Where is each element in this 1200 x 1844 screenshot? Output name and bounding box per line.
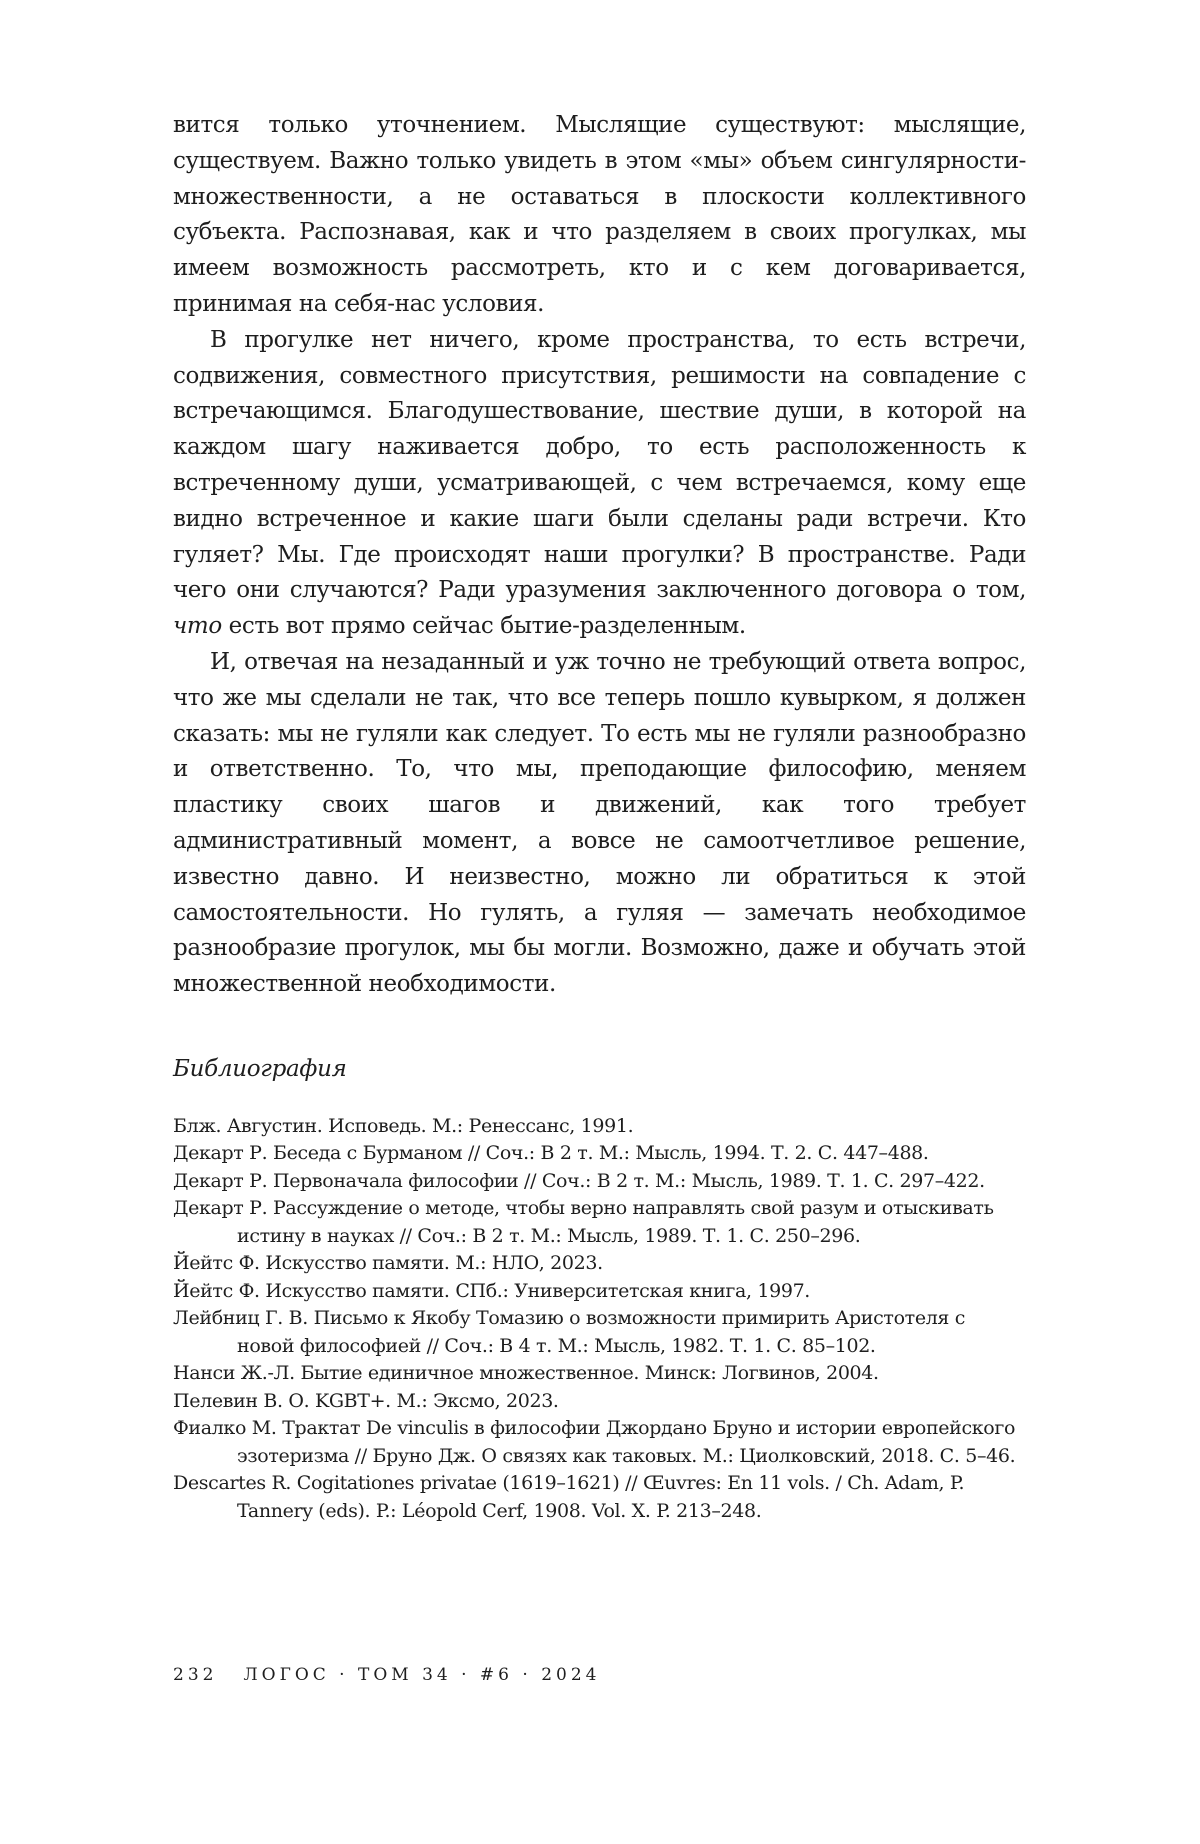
- page-content: [173, 108, 1026, 1541]
- bibliography-entry: Пелевин В. О. KGBT+. М.: Эксмо, 2023.: [173, 1389, 559, 1412]
- page-number: 232: [173, 1665, 218, 1685]
- bibliography-entry: Йейтс Ф. Искусство памяти. СПб.: Университетская книга, 1997.: [173, 1279, 810, 1302]
- bibliography-entry: Лейбниц Г. В. Письмо к Якобу Томазию о возможности примирить Аристотеля с новой философией // Соч.: В 4 т. М.: Мысль, 1982. Т. 1. С. 85–102.: [173, 1307, 966, 1357]
- bibliography-entry: Фиалко М. Трактат De vinculis в философии Джордано Бруно и истории европейского эзотеризма // Бруно Дж. О связях как таковых. М.: Циолковский, 2018. С. 5–46.: [173, 1417, 1016, 1467]
- paragraph-3: И, отвечая на незаданный и уж точно не требующий ответа вопрос, что же мы сделали не так, что все теперь пошло кувырком, я должен сказать: мы не гуляли как следует. То есть мы не гуляли разнообразно и ответственно. То, что мы, преподающие философию, меняем пластику своих шагов и движений, как того требует административный момент, а вовсе не самоотчетливое решение, известно давно. И неизвестно, можно ли обратиться к этой самостоятельности. Но гулять, а гуляя — замечать необходимое разнообразие прогулок, мы бы могли. Возможно, даже и обучать этой множественной необходимости.: [173, 648, 1026, 998]
- bibliography-entry: Декарт Р. Рассуждение о методе, чтобы верно направлять свой разум и отыскивать истину в науках // Соч.: В 2 т. М.: Мысль, 1989. Т. 1. С. 250–296.: [173, 1197, 994, 1247]
- bibliography-entry: Блж. Августин. Исповедь. М.: Ренессанс, 1991.: [173, 1114, 634, 1137]
- bibliography-entry: Декарт Р. Беседа с Бурманом // Соч.: В 2 т. М.: Мысль, 1994. Т. 2. С. 447–488.: [173, 1142, 929, 1165]
- bibliography-entry: Нанси Ж.-Л. Бытие единичное множественное. Минск: Логвинов, 2004.: [173, 1362, 879, 1385]
- paragraph-1: вится только уточнением. Мыслящие существуют: мыслящие, существуем. Важно только увидеть в этом «мы» объем сингулярности-множественности, а не оставаться в плоскости коллективного субъекта. Распознавая, как и что разделяем в своих прогулках, мы имеем возможность рассмотреть, кто и с кем договаривается, принимая на себя-нас условия.: [173, 112, 1026, 317]
- paragraph-2: [173, 323, 1026, 645]
- bibliography-list: [173, 1113, 1026, 1526]
- bibliography-heading: Библиография: [173, 1055, 347, 1082]
- bibliography-entry: Descartes R. Cogitationes privatae (1619–1621) // Œuvres: En 11 vols. / Ch. Adam, P. Tannery (eds). P.: Léopold Cerf, 1908. Vol. X. P. 213–248.: [173, 1472, 965, 1522]
- body-text: [173, 108, 1026, 1003]
- bibliography-entry: Йейтс Ф. Искусство памяти. М.: НЛО, 2023.: [173, 1252, 603, 1275]
- paragraph-2-emphasis: что: [173, 613, 222, 640]
- paragraph-2-text-before: В прогулке нет ничего, кроме пространства, то есть встречи, содвижения, совместного присутствия, решимости на совпадение с встречающимся. Благодушествование, шествие души, в которой на каждом шагу наживается добро, то есть расположенность к встреченному души, усматривающей, с чем встречаемся, кому еще видно встреченное и какие шаги были сделаны ради встречи. Кто гуляет? Мы. Где происходят наши прогулки? В пространстве. Ради чего они случаются? Ради уразумения заключенного договора о том,: [173, 326, 1026, 604]
- paragraph-2-text-after: есть вот прямо сейчас бытие-разделенным.: [221, 613, 746, 640]
- bibliography-entry: Декарт Р. Первоначала философии // Соч.: В 2 т. М.: Мысль, 1989. Т. 1. С. 297–422.: [173, 1169, 985, 1192]
- running-head: ЛОГОС · ТОМ 34 · #6 · 2024: [243, 1665, 601, 1685]
- page-footer: [173, 1665, 614, 1685]
